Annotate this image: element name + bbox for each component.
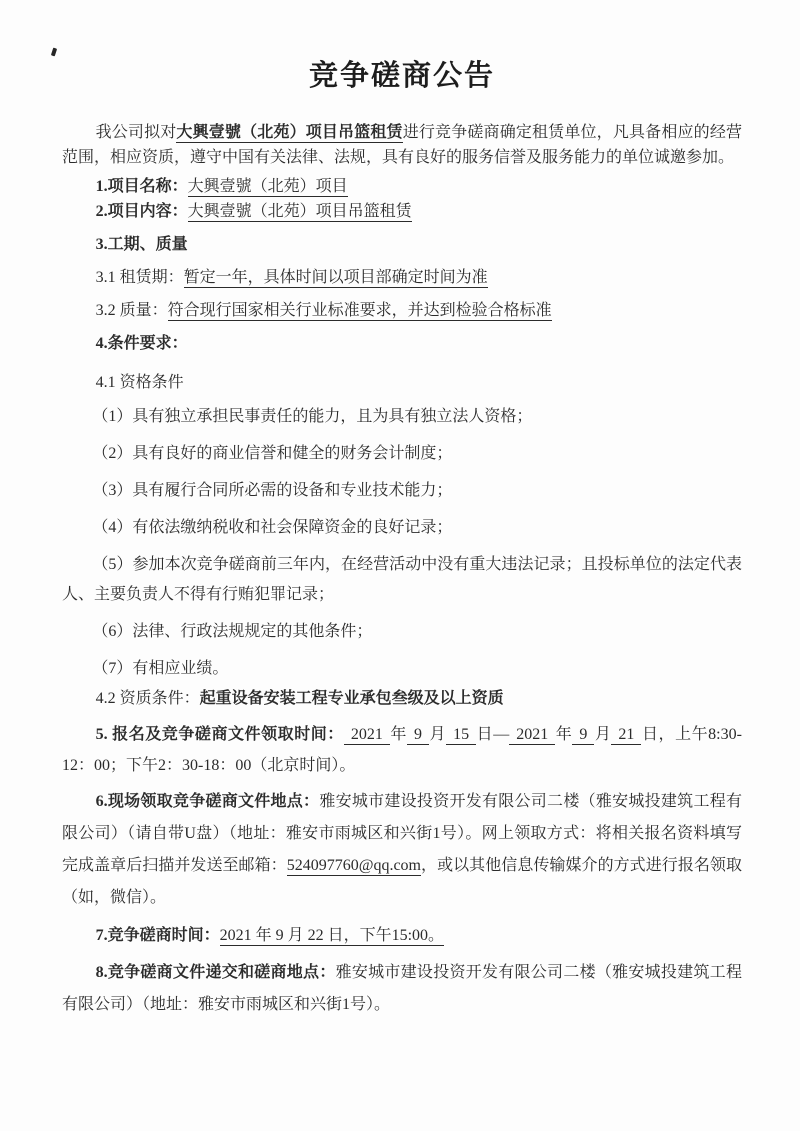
blank-day-start: 15 <box>446 726 476 745</box>
intro-lead: 我公司拟对 <box>95 124 177 141</box>
list-item-condition-1: （1）具有独立承担民事责任的能力，且为具有独立法人资格； <box>92 408 533 425</box>
page-title: 竞争磋商公告 <box>308 60 495 92</box>
heading-condition-requirements: 4.条件要求： <box>95 335 188 352</box>
item-onsite-pickup-location-text-after: ，或以其他信息传输媒介的方式进行报名领取（如，微信）。 <box>62 857 742 906</box>
intro-project-underlined: 大興壹號（北苑）项目吊篮租赁 <box>176 124 403 141</box>
email-address: 524097760@qq.com <box>286 857 421 874</box>
date-range-dash: — <box>493 726 510 743</box>
item-consultation-time-label: 7.竞争磋商时间： <box>95 927 220 944</box>
item-quality-value: 符合现行国家相关行业标准要求，并达到检验合格标准 <box>167 302 552 319</box>
item-onsite-pickup-location-text: 雅安城市建设投资开发有限公司二楼（雅安城投建筑工程有限公司）（请自带U盘）（地址：雅安市雨城区和兴街1号）。网上领取方式：将相关报名资料填写完成盖章后扫描并发送至邮箱： <box>62 793 742 874</box>
item-onsite-pickup-location-label: 6.现场领取竞争磋商文件地点： <box>95 793 320 810</box>
list-item-condition-4: （4）有依法缴纳税收和社会保障资金的良好记录； <box>92 519 453 536</box>
item-lease-period <box>62 265 742 290</box>
unit-year-end: 年 <box>555 726 573 743</box>
item-consultation-time <box>62 920 742 951</box>
list-item-condition-6: （6）法律、行政法规规定的其他条件； <box>92 623 373 640</box>
unit-day-start: 日 <box>476 726 494 743</box>
heading-qualification-conditions: 4.1 资格条件 <box>95 374 184 391</box>
item-project-name-value: 大興壹號（北苑）项目 <box>187 178 348 195</box>
blank-year-end: 2021 <box>509 726 555 745</box>
heading-schedule-quality: 3.工期、质量 <box>95 236 188 253</box>
item-project-name <box>62 174 742 199</box>
intro-paragraph <box>62 120 742 170</box>
item-project-content-label: 2.项目内容： <box>95 203 188 220</box>
list-item-condition-7: （7）有相应业绩。 <box>92 660 229 677</box>
item-registration-time <box>62 719 742 781</box>
item-consultation-time-value: 2021 年 9 月 22 日，下午15:00。 <box>219 927 445 944</box>
item-qualification-grade <box>62 684 742 714</box>
item-lease-period-value: 暂定一年，具体时间以项目部确定时间为准 <box>183 269 488 286</box>
item-registration-time-tail: 日，上午8:30-12：00；下午2：30-18：00（北京时间）。 <box>62 726 742 774</box>
item-submission-location-label: 8.竞争磋商文件递交和磋商地点： <box>95 964 336 981</box>
unit-year-start: 年 <box>389 726 407 743</box>
list-item-condition-3: （3）具有履行合同所必需的设备和专业技术能力； <box>92 482 453 499</box>
intro-rest: 进行竞争磋商确定租赁单位，凡具备相应的经营范围，相应资质，遵守中国有关法律、法规，具有良好的服务信誉及服务能力的单位诚邀参加。 <box>62 124 742 166</box>
item-project-name-label: 1.项目名称： <box>95 178 188 195</box>
item-qualification-grade-value: 起重设备安装工程专业承包叁级及以上资质 <box>199 690 504 707</box>
unit-month-end: 月 <box>594 726 612 743</box>
list-item-condition-2: （2）具有良好的商业信誉和健全的财务会计制度； <box>92 445 453 462</box>
item-project-content-value: 大興壹號（北苑）项目吊篮租赁 <box>187 203 412 220</box>
item-onsite-pickup-location <box>62 786 742 914</box>
item-submission-location <box>62 957 742 1021</box>
item-project-content <box>62 199 742 224</box>
blank-month-start: 9 <box>407 726 429 745</box>
list-item-condition-5: （5）参加本次竞争磋商前三年内，在经营活动中没有重大违法记录；且投标单位的法定代表人、主要负责人不得有行贿犯罪记录； <box>62 556 742 603</box>
item-quality-label: 3.2 质量： <box>95 302 168 319</box>
item-quality <box>62 298 742 323</box>
blank-day-end: 21 <box>611 726 641 745</box>
item-registration-time-label: 5. 报名及竞争磋商文件领取时间： <box>95 726 344 743</box>
item-lease-period-label: 3.1 租赁期： <box>95 269 184 286</box>
blank-month-end: 9 <box>572 726 594 745</box>
unit-month-start: 月 <box>428 726 447 743</box>
item-qualification-grade-label: 4.2 资质条件： <box>95 690 200 707</box>
item-submission-location-text: 雅安城市建设投资开发有限公司二楼（雅安城投建筑工程有限公司）（地址：雅安市雨城区和兴街1号）。 <box>62 964 742 1013</box>
blank-year-start: 2021 <box>344 726 390 745</box>
